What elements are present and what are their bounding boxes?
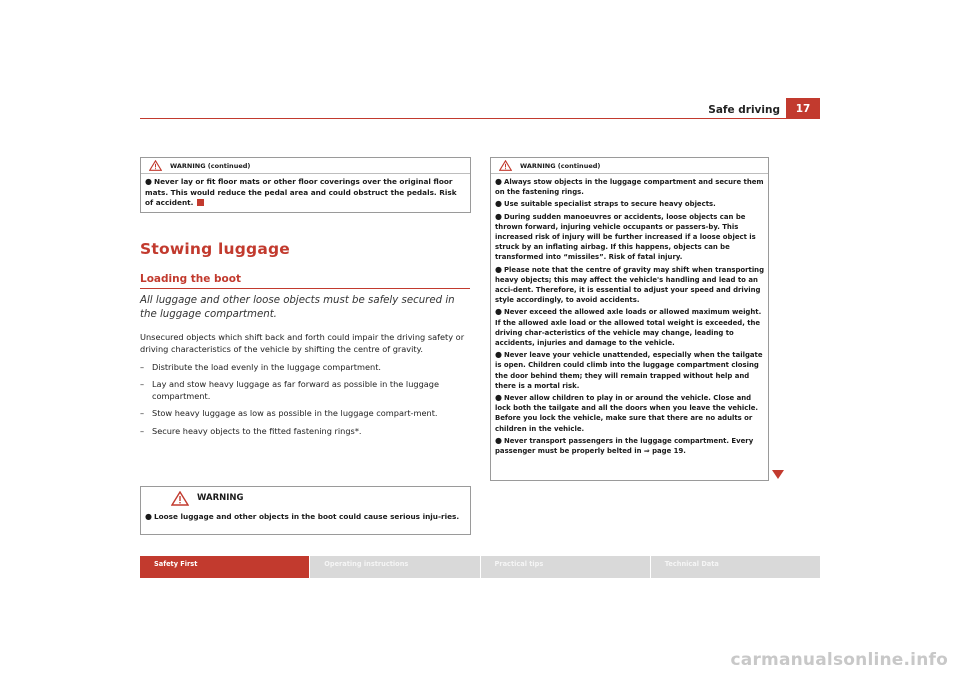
step-item: – Distribute the load evenly in the luggage compartment. [140, 361, 382, 372]
warning-label: WARNING [197, 493, 244, 503]
footer-tabs [140, 556, 820, 578]
intro-text: All luggage and other loose objects must be safely secured in the luggage compartment. [140, 295, 455, 320]
tab-safety-first[interactable]: Safety First [140, 556, 309, 578]
warning-header [141, 487, 470, 509]
warning-bullet: ● Loose luggage and other objects in the boot could cause serious inju-ries. [145, 512, 460, 521]
warning-triangle-icon [171, 491, 189, 506]
header-rule [140, 118, 820, 119]
page-header-title: Safe driving [708, 104, 780, 116]
bottom-warning-box [140, 486, 471, 535]
warning-bullet: ● Never lay or fit floor mats or other floor coverings over the original floor mats. This would reduce the pedal area and could obstruct the pedals. Risk of accident. [145, 177, 457, 207]
tab-technical-data[interactable]: Technical Data [650, 556, 820, 578]
left-warning-box [140, 157, 471, 213]
body-text [140, 331, 472, 437]
step-item: – Stow heavy luggage as low as possible in the luggage compart-ment. [140, 408, 438, 419]
body-paragraph: Unsecured objects which shift back and forth could impair the driving safety or driving characteristics of the vehicle by shifting the centre of gravity. [140, 332, 465, 355]
warning-triangle-icon [499, 160, 512, 171]
warning-header [141, 158, 470, 174]
warning-bullet: ● Never allow children to play in or around the vehicle. Close and lock both the tailgate and all the doors when you leave the vehicle. Before you lock the vehicle, make sure that there are no adults or children in the vehicle. [495, 393, 759, 433]
warning-triangle-icon [149, 160, 162, 171]
warning-header [491, 158, 768, 174]
warning-bullet: ● Please note that the centre of gravity may shift when transporting heavy objects; this may affect the vehicle's handling and lead to an acci-dent. Therefore, it is essential to adjust your speed and driving style accordingly, to avoid accidents. [495, 264, 765, 305]
subsection-rule [140, 288, 470, 289]
warning-label: WARNING (continued) [520, 161, 601, 170]
section-title: Stowing luggage [140, 240, 290, 258]
step-item: – Secure heavy objects to the fitted fastening rings*. [140, 425, 362, 436]
step-item: – Lay and stow heavy luggage as far forward as possible in the luggage compartment. [140, 378, 440, 402]
warning-label: WARNING (continued) [170, 161, 251, 170]
section-end-marker [197, 199, 204, 206]
warning-bullet: ● Always stow objects in the luggage compartment and secure them on the fastening rings. [495, 177, 764, 197]
warning-bullet: ● Never exceed the allowed axle loads or allowed maximum weight. If the allowed axle load or the allowed total weight is exceeded, the driving char-acteristics of the vehicle may change, leading to accidents, injuries and damage to the vehicle. [495, 307, 762, 348]
tab-operating-instructions[interactable]: Operating instructions [309, 556, 479, 578]
page-number: 17 [786, 98, 820, 119]
subsection-title: Loading the boot [140, 273, 241, 285]
warning-bullet: ● Never transport passengers in the luggage compartment. Every passenger must be properly belted in ⇒ page 19. [495, 435, 754, 456]
continue-arrow-icon [772, 470, 784, 480]
warning-bullet: ● During sudden manoeuvres or accidents, loose objects can be thrown forward, injuring vehicle occupants or passers-by. This increased risk of injury will be further increased if a loose object is struck by an inflating airbag. If this happens, objects can be transformed into “missiles”. Risk of fatal injury. [495, 211, 756, 262]
warning-bullet: ● Use suitable specialist straps to secure heavy objects. [495, 199, 716, 209]
right-warning-box [490, 157, 769, 481]
watermark: carmanualsonline.info [730, 650, 948, 670]
tab-practical-tips[interactable]: Practical tips [480, 556, 650, 578]
warning-bullet: ● Never leave your vehicle unattended, especially when the tailgate is open. Children could climb into the luggage compartment closing the door behind them; they will remain trapped without help and there is a mortal risk. [495, 350, 763, 390]
